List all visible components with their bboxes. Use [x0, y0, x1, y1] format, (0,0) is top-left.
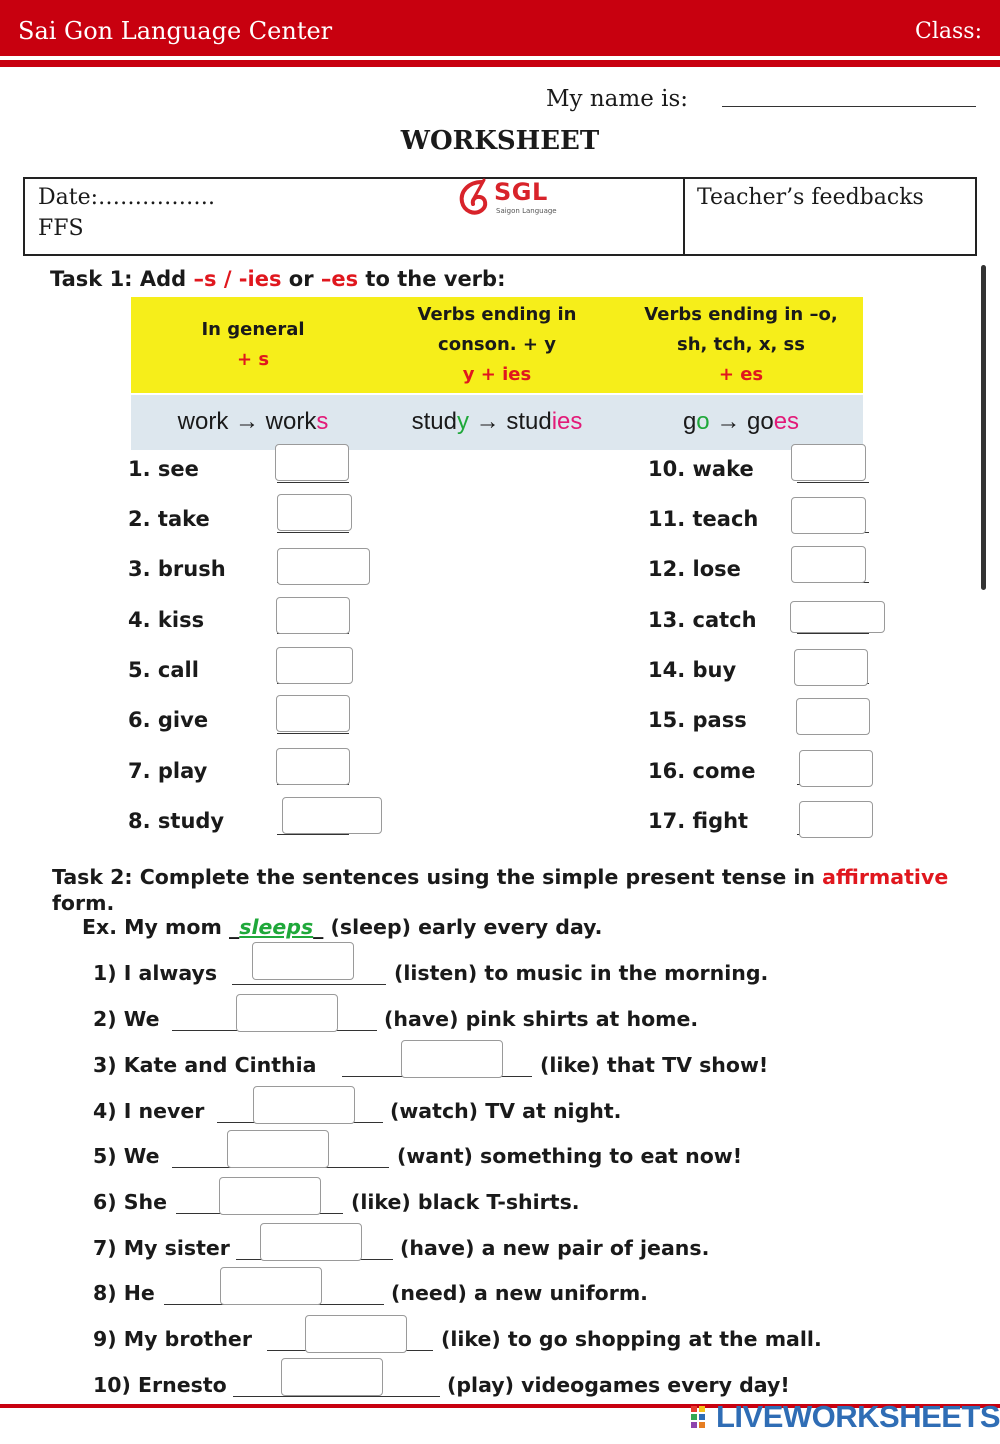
logo-subtitle: Saigon Language — [496, 207, 557, 215]
answer-box-7[interactable] — [276, 748, 350, 785]
answer-line — [277, 482, 349, 483]
answer-box-1[interactable] — [275, 444, 349, 481]
answer-box-13[interactable] — [790, 601, 885, 633]
sentence-6-pre: 6) She — [93, 1190, 168, 1214]
sentence-2-pre: 2) We — [93, 1007, 160, 1031]
example-base: stud — [411, 408, 457, 435]
class-label: Class: — [915, 19, 982, 44]
sentence-answer-4[interactable] — [253, 1086, 355, 1124]
rule-es — [619, 300, 863, 390]
example-base-ending: o — [696, 408, 710, 435]
answer-line — [277, 733, 349, 734]
answer-box-3[interactable] — [277, 548, 370, 585]
answer-box-12[interactable] — [791, 546, 866, 583]
rule-y-line1: Verbs ending in — [417, 304, 577, 325]
answer-box-14[interactable] — [794, 649, 868, 686]
rule-es-line2: sh, tch, x, ss — [677, 334, 805, 355]
sentence-7-post: (have) a new pair of jeans. — [400, 1236, 710, 1260]
logo-text: SGL — [494, 178, 548, 206]
feedback-label: Teacher’s feedbacks — [697, 185, 924, 210]
rule-es-rule: + es — [718, 364, 764, 385]
verb-item: 12. lose — [648, 557, 741, 581]
sentence-8-post: (need) a new uniform. — [391, 1281, 648, 1305]
verb-item: 3. brush — [128, 557, 226, 581]
answer-line — [232, 984, 386, 985]
liveworksheets-logo[interactable] — [690, 1398, 1000, 1438]
sentence-5-pre: 5) We — [93, 1144, 160, 1168]
sentence-6-post: (like) black T-shirts. — [351, 1190, 580, 1214]
task2-form: form. — [52, 891, 115, 915]
sentence-answer-7[interactable] — [260, 1223, 362, 1261]
sentence-answer-9[interactable] — [305, 1315, 407, 1353]
sentence-5-post: (want) something to eat now! — [397, 1144, 743, 1168]
liveworksheets-text: LIVEWORKSHEETS — [716, 1399, 1000, 1434]
task2-affirmative: affirmative — [822, 865, 949, 889]
header-divider — [0, 60, 1000, 67]
sentence-4-post: (watch) TV at night. — [390, 1099, 622, 1123]
sentence-10-post: (play) videogames every day! — [447, 1373, 790, 1397]
example-base-ending: y — [456, 408, 469, 435]
sentence-1-post: (listen) to music in the morning. — [394, 961, 769, 985]
rule-general-rule: + s — [236, 349, 270, 370]
example-study — [375, 408, 619, 436]
example-ending: es — [773, 408, 800, 435]
liveworksheets-icon — [690, 1402, 716, 1432]
answer-line — [277, 834, 349, 835]
sentence-answer-1[interactable] — [252, 942, 354, 980]
answer-line — [797, 482, 869, 483]
sentence-8-pre: 8) He — [93, 1281, 155, 1305]
rule-general-title: In general — [201, 319, 305, 340]
example-ending: ies — [551, 408, 583, 435]
name-line — [722, 106, 976, 107]
answer-box-15[interactable] — [796, 698, 870, 735]
sentence-answer-8[interactable] — [220, 1267, 322, 1305]
task1-prefix: Task 1: Add — [50, 267, 194, 291]
answer-box-17[interactable] — [799, 801, 873, 838]
sentence-answer-10[interactable] — [281, 1358, 383, 1396]
sentence-3-post: (like) that TV show! — [540, 1053, 769, 1077]
scrollbar[interactable] — [981, 265, 986, 590]
verb-item: 10. wake — [648, 457, 754, 481]
task1-s: –s / -ies — [193, 267, 282, 291]
answer-line — [797, 633, 869, 634]
sentence-10-pre: 10) Ernesto — [93, 1373, 227, 1397]
answer-box-8[interactable] — [282, 797, 382, 834]
sentence-answer-5[interactable] — [227, 1130, 329, 1168]
answer-box-6[interactable] — [276, 695, 350, 732]
verb-item: 14. buy — [648, 658, 737, 682]
verb-item: 8. study — [128, 809, 225, 833]
rule-y-line2: conson. + y — [438, 334, 556, 355]
verb-item: 11. teach — [648, 507, 759, 531]
sentence-3-pre: 3) Kate and Cinthia — [93, 1053, 317, 1077]
sentence-1-pre: 1) I always — [93, 961, 218, 985]
sentence-7-pre: 7) My sister — [93, 1236, 230, 1260]
sentence-answer-2[interactable] — [236, 994, 338, 1032]
example-stem: work — [265, 408, 317, 435]
sentence-answer-3[interactable] — [401, 1040, 503, 1078]
verb-item: 13. catch — [648, 608, 757, 632]
verb-item: 6. give — [128, 708, 209, 732]
answer-box-2[interactable] — [277, 494, 352, 531]
answer-box-10[interactable] — [791, 444, 866, 481]
answer-box-4[interactable] — [276, 597, 350, 634]
page-title: WORKSHEET — [400, 126, 600, 156]
verb-item: 16. come — [648, 759, 756, 783]
center-name: Sai Gon Language Center — [18, 17, 333, 45]
example-ending: s — [316, 408, 329, 435]
task1-suffix: to the verb: — [358, 267, 506, 291]
sentence-9-pre: 9) My brother — [93, 1327, 252, 1351]
example-post: _ (sleep) early every day. — [313, 915, 603, 939]
rule-general — [131, 315, 375, 375]
ffs-label: FFS — [38, 216, 84, 241]
arrow-icon: → — [228, 408, 266, 435]
date-field: Date:……………. — [38, 185, 216, 210]
arrow-icon: → — [468, 408, 507, 435]
sentence-2-post: (have) pink shirts at home. — [384, 1007, 699, 1031]
sentence-answer-6[interactable] — [219, 1177, 321, 1215]
answer-box-11[interactable] — [791, 497, 866, 534]
example-sentence — [82, 915, 602, 939]
arrow-icon: → — [709, 408, 747, 435]
rule-y-rule: y + ies — [462, 364, 532, 385]
example-pre: Ex. My mom _ — [82, 915, 240, 939]
sentence-4-pre: 4) I never — [93, 1099, 205, 1123]
rule-es-line1: Verbs ending in –o, — [644, 304, 838, 325]
answer-box-16[interactable] — [799, 750, 873, 787]
verb-item: 1. see — [128, 457, 199, 481]
example-base: g — [682, 408, 697, 435]
example-work — [131, 408, 375, 436]
name-label: My name is: — [546, 86, 689, 112]
task2-instruction: Task 2: Complete the sentences using the simple present tense in — [52, 865, 823, 889]
example-base: work — [177, 408, 229, 435]
verb-item: 4. kiss — [128, 608, 205, 632]
verb-item: 15. pass — [648, 708, 747, 732]
task1-or: or — [281, 267, 321, 291]
answer-line — [233, 1396, 440, 1397]
answer-box-5[interactable] — [276, 647, 353, 684]
example-answer: sleeps — [239, 915, 314, 939]
task2-heading — [52, 864, 992, 916]
task1-es: –es — [320, 267, 359, 291]
sgl-logo — [456, 178, 566, 220]
answer-line — [277, 532, 349, 533]
info-table-divider — [683, 177, 685, 256]
example-stem: go — [747, 408, 774, 435]
example-go — [619, 408, 863, 436]
verb-item: 17. fight — [648, 809, 749, 833]
sentence-9-post: (like) to go shopping at the mall. — [441, 1327, 822, 1351]
verb-item: 5. call — [128, 658, 199, 682]
swirl-icon — [456, 178, 492, 218]
verb-item: 2. take — [128, 507, 210, 531]
rule-y — [375, 300, 619, 390]
example-stem: stud — [506, 408, 552, 435]
verb-item: 7. play — [128, 759, 208, 783]
task1-heading — [50, 267, 505, 291]
